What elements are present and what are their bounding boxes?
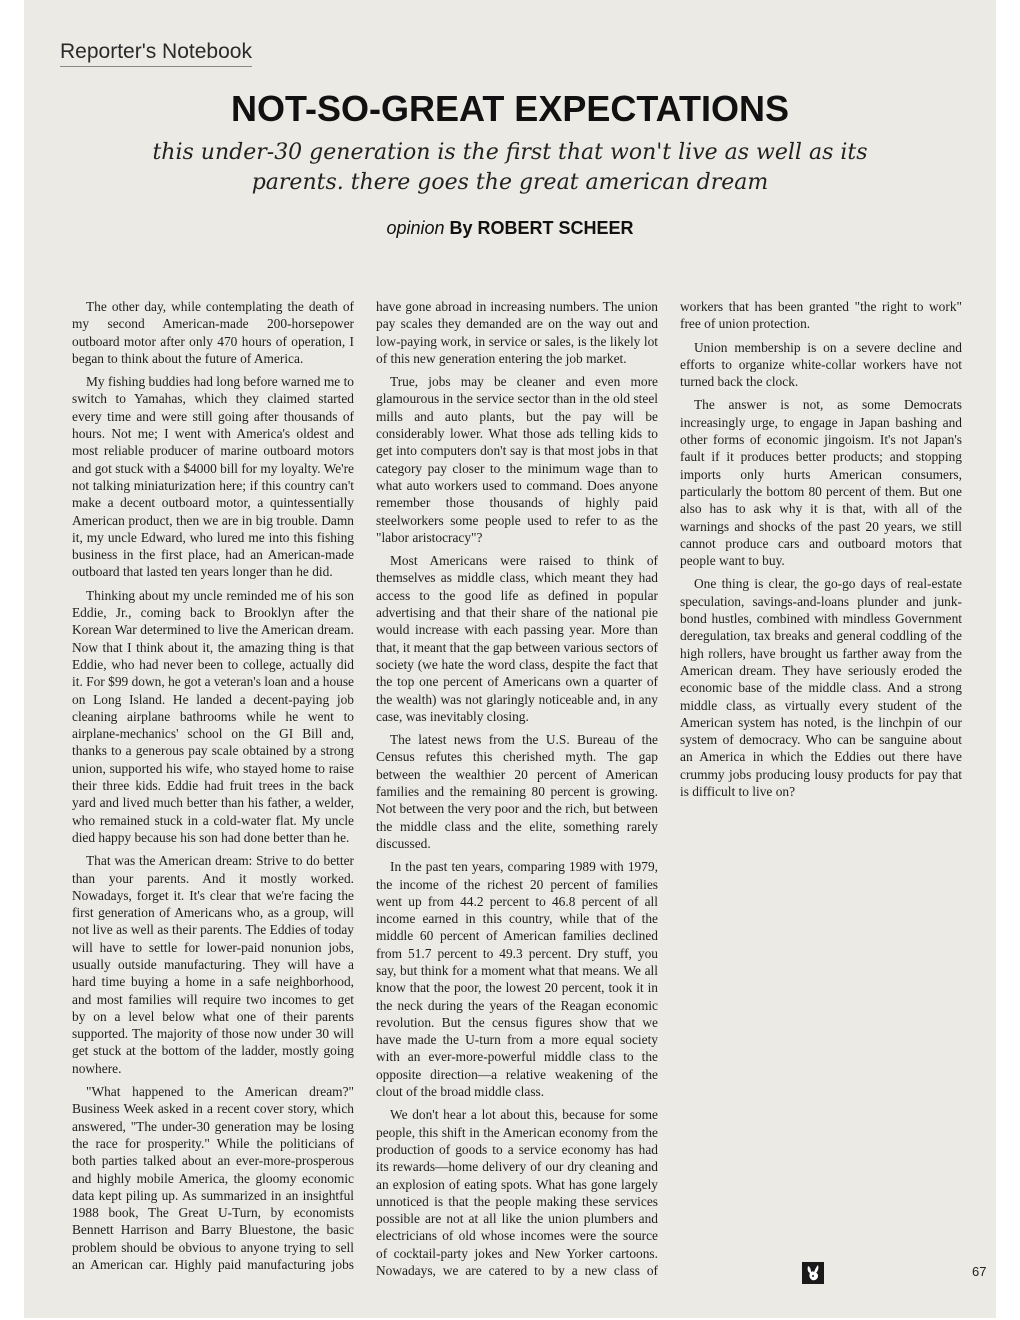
paragraph: "What happened to the American dream?" Business Week asked in a recent cover story, which answered, "The under-30 generation may be losing the race for prosperity." While the politicians of both parties talked about an ever-more-prosperous and highly mobile America, the gloomy economic data kept piling up. As summarized in an insightful 1988 book, The Great U-Turn, by economists Bennett Harrison and Barry Bluestone, the basic problem should be obvious to anyone trying to sell an American car. Highly paid manufacturing jobs have gone abroad in increasing numbers. The union pay scales they demanded are on the way out and low-paying work, in service or sales, is the likely lot of this new generation entering the job market. [72,299,658,1273]
paragraph: Most Americans were raised to think of themselves as middle class, which meant they had access to the good life as defined in popular advertising and that their share of the national pie would increase with each passing year. More than that, it meant that the gap between various sectors of society (we hate the word class, despite the fact that the top one percent of Americans own a quarter of the wealth) was not glaringly noticeable and, in any case, was inevitably closing. [376,553,658,724]
byline-kind: opinion [386,218,445,238]
paragraph: The latest news from the U.S. Bureau of the Census refutes this cherished myth. The gap between the wealthier 20 percent of American families and the remaining 80 percent is growing. Not between the very poor and the rich, but between the middle class and the elite, something rarely discussed. [376,732,658,851]
page-number: 67 [972,1264,987,1279]
paragraph: Thinking about my uncle reminded me of his son Eddie, Jr., coming back to Brooklyn after the Korean War determined to live the American dream. Now that I think about it, the amazing thing is that Eddie, who had never been to college, actually did it. For $99 down, he got a veteran's loan and a house on Long Island. He landed a decent-paying job cleaning airplane bathrooms while he went to airplane-mechanics' school on the GI Bill and, thanks to a generous pay scale obtained by a strong union, supported his wife, who stayed home to raise their three kids. Eddie had fruit trees in the back yard and lived much better than his father, a welder, who remained stuck in a cold-water flat. My uncle died happy because his son had done better than he. [72,587,354,845]
paragraph: In the past ten years, comparing 1989 with 1979, the income of the richest 20 percent of families went up from 44.2 percent to 46.8 percent of all income earned in this country, while that of the middle 60 percent of American families declined from 51.7 percent to 49.3 percent. Dry stuff, you say, but think for a moment what that means. We all know that the poor, the lowest 20 percent, took it in the neck during the years of the Reagan economic revolution. But the census figures show that we have made the U-turn from a more equal society with an ever-more-powerful middle class to the opposite direction—a relative weakening of the clout of the broad middle class. [376,859,658,1100]
paragraph: That was the American dream: Strive to do better than your parents. And it mostly worked. Nowadays, forget it. It's clear that we're facing the first generation of Americans who, as a group, will not live as well as their parents. The Eddies of today will have to settle for lower-paid nonunion jobs, usually outside manufacturing. They will have a hard time buying a home in a safe neighborhood, and most families will require two incomes to get by on a level below what one of their parents supported. The majority of those now under 30 will get stuck at the bottom of the ladder, mostly going nowhere. [72,853,354,1076]
byline [24,218,996,239]
deck: this under-30 generation is the first that won't live as well as its parents. there goes the great american dream [152,140,868,195]
article-body [72,298,962,1288]
magazine-page [24,0,996,1318]
paragraph: One thing is clear, the go-go days of real-estate speculation, savings-and-loans plunder and junk-bond hustles, combined with mindless Government deregulation, tax breaks and general coddling of the high rollers, have brought us farther away from the American dream. They have seriously eroded the economic base of the middle class. And a strong middle class, as virtually every student of the American system has noted, is the linchpin of our system of democracy. Who can be sanguine about an America in which the Eddies out there have crummy jobs producing lousy products for pay that is difficult to live on? [680,576,962,800]
section-label: Reporter's Notebook [60,40,252,67]
paragraph: My fishing buddies had long before warned me to switch to Yamahas, which they claimed started every time and were still going after thousands of hours. Not me; I went with America's oldest and most reliable producer of marine outboard motors and got stuck with a $4000 bill for my loyalty. We're not talking miniaturization here; if this country can't make a decent outboard motor, a quintessentially American product, then we are in big trouble. Damn it, my uncle Edward, who lured me into this fishing business in the first place, had an American-made outboard that lasted ten years longer than he did. [72,374,354,580]
paragraph: The answer is not, as some Democrats increasingly urge, to engage in Japan bashing and other forms of economic jingoism. It's not Japan's fault if it produces better products; and stopping imports only hurts American consumers, particularly the bottom 80 percent of them. But one also has to ask why it is that, with all of the warnings and shocks of the past 20 years, we still cannot produce cars and outboard motors that people want to buy. [680,397,962,569]
paragraph: Union membership is on a severe decline and efforts to organize white-collar workers have not turned back the clock. [680,339,962,390]
paragraph: True, jobs may be cleaner and even more glamourous in the service sector than in the old steel mills and auto plants, but the pay will be considerably lower. What those ads telling kids to get into computers don't say is that most jobs in that category pay closer to the minimum wage than to what auto workers used to command. Does anyone remember those thousands of highly paid steelworkers some people used to refer to as the "labor aristocracy"? [376,374,658,545]
headline: NOT-SO-GREAT EXPECTATIONS [230,88,790,129]
byline-author: By ROBERT SCHEER [449,218,634,238]
paragraph: The other day, while contemplating the death of my second American-made 200-horsepower outboard motor after only 470 hours of operation, I began to think about the future of America. [72,299,354,366]
rabbit-head-icon [802,1262,824,1284]
paragraph: We don't hear a lot about this, because for some people, this shift in the American economy from the production of goods to a service economy has had its rewards—home delivery of our dry cleaning and an explosion of eating spots. What has gone largely unnoticed is that the people making these services possible are not at all like the union plumbers and electricians of old whose incomes were the source of cocktail-party jokes and New Yorker cartoons. Nowadays, we are catered to by a new class of workers that has been granted "the right to work" free of union protection. [376,299,962,1279]
